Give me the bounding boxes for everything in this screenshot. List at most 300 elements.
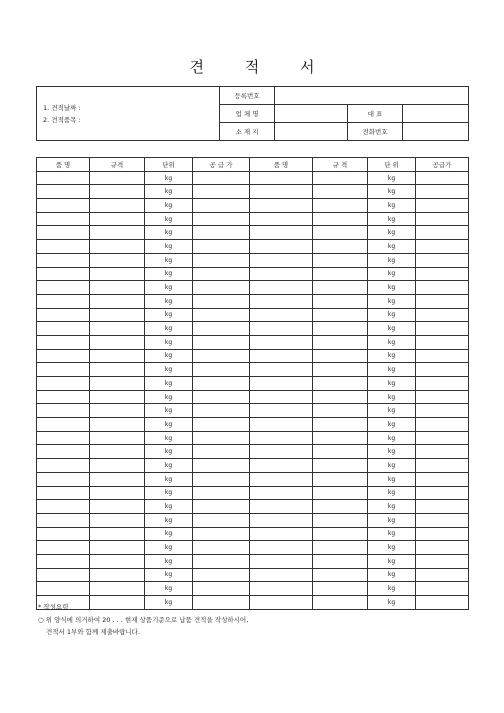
unit-cell: kg xyxy=(145,500,193,514)
entry-cell[interactable] xyxy=(193,281,250,295)
entry-cell[interactable] xyxy=(416,253,469,267)
entry-cell[interactable] xyxy=(416,240,469,254)
entry-cell[interactable] xyxy=(37,390,90,404)
entry-cell[interactable] xyxy=(250,322,313,336)
instructions-line: 견적서 1부와 함께 제출바랍니다. xyxy=(46,628,141,636)
entry-cell[interactable] xyxy=(313,445,368,459)
entry-cell[interactable] xyxy=(193,185,250,199)
entry-cell[interactable] xyxy=(416,486,469,500)
entry-cell[interactable] xyxy=(313,486,368,500)
entry-cell[interactable] xyxy=(90,472,145,486)
entry-cell[interactable] xyxy=(193,527,250,541)
unit-cell: kg xyxy=(145,226,193,240)
unit-cell: kg xyxy=(368,185,416,199)
entry-cell[interactable] xyxy=(313,185,368,199)
entry-cell[interactable] xyxy=(37,431,90,445)
unit-cell: kg xyxy=(368,431,416,445)
unit-cell: kg xyxy=(368,541,416,555)
table-row xyxy=(37,582,469,596)
unit-cell: kg xyxy=(145,185,193,199)
entry-cell[interactable] xyxy=(250,472,313,486)
entry-cell[interactable] xyxy=(37,513,90,527)
instructions xyxy=(38,601,248,639)
unit-cell: kg xyxy=(145,199,193,213)
supplier-info-table xyxy=(36,86,469,141)
entry-cell[interactable] xyxy=(313,377,368,391)
entry-cell[interactable] xyxy=(250,267,313,281)
entry-cell[interactable] xyxy=(193,513,250,527)
entry-cell[interactable] xyxy=(250,281,313,295)
entry-cell[interactable] xyxy=(37,486,90,500)
table-row xyxy=(37,445,469,459)
unit-cell: kg xyxy=(145,527,193,541)
entry-cell[interactable] xyxy=(193,335,250,349)
address-field[interactable] xyxy=(275,123,348,141)
entry-cell[interactable] xyxy=(313,322,368,336)
quote-date-label: 1. 견적날짜 : xyxy=(43,103,81,112)
unit-cell: kg xyxy=(368,171,416,185)
entry-cell[interactable] xyxy=(250,582,313,596)
column-header: 단위 xyxy=(145,158,193,172)
phone-field[interactable] xyxy=(403,123,469,141)
unit-cell: kg xyxy=(368,377,416,391)
unit-cell: kg xyxy=(145,513,193,527)
entry-cell[interactable] xyxy=(250,554,313,568)
entry-cell[interactable] xyxy=(37,554,90,568)
entry-cell[interactable] xyxy=(37,568,90,582)
table-row xyxy=(37,185,469,199)
unit-cell: kg xyxy=(145,431,193,445)
unit-cell: kg xyxy=(368,294,416,308)
unit-cell: kg xyxy=(145,377,193,391)
table-row xyxy=(37,212,469,226)
entry-cell[interactable] xyxy=(250,513,313,527)
entry-cell[interactable] xyxy=(90,500,145,514)
unit-cell: kg xyxy=(145,445,193,459)
entry-cell[interactable] xyxy=(193,404,250,418)
entry-cell[interactable] xyxy=(416,390,469,404)
entry-cell[interactable] xyxy=(37,253,90,267)
entry-cell[interactable] xyxy=(37,185,90,199)
entry-cell[interactable] xyxy=(416,377,469,391)
unit-cell: kg xyxy=(145,294,193,308)
entry-cell[interactable] xyxy=(250,404,313,418)
unit-cell: kg xyxy=(368,554,416,568)
unit-cell: kg xyxy=(145,349,193,363)
unit-cell: kg xyxy=(368,527,416,541)
column-header: 단 위 xyxy=(368,158,416,172)
unit-cell: kg xyxy=(368,253,416,267)
unit-cell: kg xyxy=(145,418,193,432)
entry-cell[interactable] xyxy=(193,199,250,213)
quote-items-table xyxy=(36,157,469,610)
table-row xyxy=(37,199,469,213)
entry-cell[interactable] xyxy=(193,212,250,226)
entry-cell[interactable] xyxy=(90,541,145,555)
entry-cell[interactable] xyxy=(193,363,250,377)
entry-cell[interactable] xyxy=(416,199,469,213)
entry-cell[interactable] xyxy=(313,226,368,240)
unit-cell: kg xyxy=(368,335,416,349)
entry-cell[interactable] xyxy=(90,185,145,199)
unit-cell: kg xyxy=(145,281,193,295)
table-row xyxy=(37,240,469,254)
entry-cell[interactable] xyxy=(313,281,368,295)
entry-cell[interactable] xyxy=(193,541,250,555)
company-name-label: 업 체 명 xyxy=(220,105,275,123)
entry-cell[interactable] xyxy=(37,335,90,349)
table-header-row xyxy=(37,158,469,172)
entry-cell[interactable] xyxy=(250,527,313,541)
unit-cell: kg xyxy=(368,267,416,281)
entry-cell[interactable] xyxy=(313,431,368,445)
entry-cell[interactable] xyxy=(90,253,145,267)
unit-cell: kg xyxy=(145,253,193,267)
entry-cell[interactable] xyxy=(37,377,90,391)
entry-cell[interactable] xyxy=(193,308,250,322)
entry-cell[interactable] xyxy=(416,171,469,185)
entry-cell[interactable] xyxy=(416,568,469,582)
entry-cell[interactable] xyxy=(90,240,145,254)
table-row xyxy=(37,527,469,541)
entry-cell[interactable] xyxy=(37,349,90,363)
unit-cell: kg xyxy=(145,541,193,555)
phone-label: 전화번호 xyxy=(348,123,403,141)
unit-cell: kg xyxy=(145,596,193,610)
entry-cell[interactable] xyxy=(313,294,368,308)
company-name-field[interactable] xyxy=(275,105,348,123)
unit-cell: kg xyxy=(368,390,416,404)
entry-cell[interactable] xyxy=(313,335,368,349)
entry-cell[interactable] xyxy=(193,253,250,267)
entry-cell[interactable] xyxy=(37,418,90,432)
unit-cell: kg xyxy=(368,240,416,254)
entry-cell[interactable] xyxy=(250,226,313,240)
entry-cell[interactable] xyxy=(250,171,313,185)
column-header: 품 명 xyxy=(37,158,90,172)
entry-cell[interactable] xyxy=(250,377,313,391)
entry-cell[interactable] xyxy=(90,349,145,363)
entry-cell[interactable] xyxy=(416,294,469,308)
entry-cell[interactable] xyxy=(313,513,368,527)
entry-cell[interactable] xyxy=(250,390,313,404)
entry-cell[interactable] xyxy=(37,500,90,514)
entry-cell[interactable] xyxy=(193,171,250,185)
entry-cell[interactable] xyxy=(313,541,368,555)
entry-cell[interactable] xyxy=(90,390,145,404)
entry-cell[interactable] xyxy=(37,281,90,295)
entry-cell[interactable] xyxy=(313,212,368,226)
entry-cell[interactable] xyxy=(90,281,145,295)
entry-cell[interactable] xyxy=(313,472,368,486)
table-row xyxy=(37,418,469,432)
entry-cell[interactable] xyxy=(313,459,368,473)
unit-cell: kg xyxy=(368,459,416,473)
unit-cell: kg xyxy=(145,486,193,500)
entry-cell[interactable] xyxy=(313,404,368,418)
entry-cell[interactable] xyxy=(250,349,313,363)
entry-cell[interactable] xyxy=(37,445,90,459)
entry-cell[interactable] xyxy=(313,171,368,185)
entry-cell[interactable] xyxy=(90,568,145,582)
entry-cell[interactable] xyxy=(250,486,313,500)
entry-cell[interactable] xyxy=(90,513,145,527)
entry-cell[interactable] xyxy=(313,363,368,377)
unit-cell: kg xyxy=(368,486,416,500)
entry-cell[interactable] xyxy=(416,335,469,349)
entry-cell[interactable] xyxy=(313,527,368,541)
entry-cell[interactable] xyxy=(250,199,313,213)
entry-cell[interactable] xyxy=(313,267,368,281)
entry-cell[interactable] xyxy=(193,459,250,473)
representative-label: 대 표 xyxy=(348,105,403,123)
unit-cell: kg xyxy=(368,226,416,240)
unit-cell: kg xyxy=(145,322,193,336)
entry-cell[interactable] xyxy=(313,500,368,514)
entry-cell[interactable] xyxy=(37,240,90,254)
entry-cell[interactable] xyxy=(37,582,90,596)
entry-cell[interactable] xyxy=(90,404,145,418)
unit-cell: kg xyxy=(368,322,416,336)
entry-cell[interactable] xyxy=(250,500,313,514)
entry-cell[interactable] xyxy=(313,582,368,596)
table-row xyxy=(37,171,469,185)
entry-cell[interactable] xyxy=(193,418,250,432)
entry-cell[interactable] xyxy=(250,185,313,199)
unit-cell: kg xyxy=(145,240,193,254)
entry-cell[interactable] xyxy=(313,199,368,213)
instructions-line: ○ 위 양식에 의거하여 20 . . . 현재 상품기준으로 납품 견적을 작성하시어, xyxy=(38,615,249,624)
entry-cell[interactable] xyxy=(416,554,469,568)
unit-cell: kg xyxy=(368,404,416,418)
unit-cell: kg xyxy=(145,568,193,582)
entry-cell[interactable] xyxy=(37,527,90,541)
entry-cell[interactable] xyxy=(193,349,250,363)
entry-cell[interactable] xyxy=(193,322,250,336)
table-row xyxy=(37,390,469,404)
entry-cell[interactable] xyxy=(193,390,250,404)
entry-cell[interactable] xyxy=(37,226,90,240)
table-row xyxy=(37,363,469,377)
address-label: 소 재 지 xyxy=(220,123,275,141)
entry-cell[interactable] xyxy=(250,541,313,555)
quote-items-label: 2. 견적품목 : xyxy=(43,115,81,124)
entry-cell[interactable] xyxy=(416,541,469,555)
entry-cell[interactable] xyxy=(193,267,250,281)
entry-cell[interactable] xyxy=(37,404,90,418)
table-row xyxy=(37,335,469,349)
entry-cell[interactable] xyxy=(37,171,90,185)
entry-cell[interactable] xyxy=(416,308,469,322)
entry-cell[interactable] xyxy=(193,431,250,445)
entry-cell[interactable] xyxy=(416,226,469,240)
entry-cell[interactable] xyxy=(313,568,368,582)
entry-cell[interactable] xyxy=(313,418,368,432)
entry-cell[interactable] xyxy=(250,308,313,322)
entry-cell[interactable] xyxy=(416,445,469,459)
table-row xyxy=(37,253,469,267)
entry-cell[interactable] xyxy=(313,253,368,267)
entry-cell[interactable] xyxy=(90,486,145,500)
entry-cell[interactable] xyxy=(90,335,145,349)
entry-cell[interactable] xyxy=(193,500,250,514)
entry-cell[interactable] xyxy=(193,472,250,486)
registration-number-label: 등록번호 xyxy=(220,87,275,105)
table-row xyxy=(37,541,469,555)
entry-cell[interactable] xyxy=(90,363,145,377)
entry-cell[interactable] xyxy=(37,308,90,322)
entry-cell[interactable] xyxy=(416,431,469,445)
unit-cell: kg xyxy=(368,596,416,610)
entry-cell[interactable] xyxy=(313,308,368,322)
unit-cell: kg xyxy=(145,363,193,377)
entry-cell[interactable] xyxy=(90,418,145,432)
registration-number-field[interactable] xyxy=(275,87,469,105)
quote-info-cell xyxy=(37,87,220,141)
unit-cell: kg xyxy=(368,472,416,486)
entry-cell[interactable] xyxy=(193,377,250,391)
entry-cell[interactable] xyxy=(416,267,469,281)
unit-cell: kg xyxy=(368,513,416,527)
table-row xyxy=(37,226,469,240)
entry-cell[interactable] xyxy=(90,459,145,473)
unit-cell: kg xyxy=(145,335,193,349)
entry-cell[interactable] xyxy=(90,226,145,240)
entry-cell[interactable] xyxy=(416,596,469,610)
unit-cell: kg xyxy=(145,390,193,404)
unit-cell: kg xyxy=(368,568,416,582)
entry-cell[interactable] xyxy=(416,212,469,226)
entry-cell[interactable] xyxy=(90,267,145,281)
entry-cell[interactable] xyxy=(416,472,469,486)
entry-cell[interactable] xyxy=(90,294,145,308)
unit-cell: kg xyxy=(368,199,416,213)
entry-cell[interactable] xyxy=(313,240,368,254)
entry-cell[interactable] xyxy=(250,418,313,432)
entry-cell[interactable] xyxy=(193,445,250,459)
entry-cell[interactable] xyxy=(250,596,313,610)
entry-cell[interactable] xyxy=(193,294,250,308)
entry-cell[interactable] xyxy=(416,322,469,336)
unit-cell: kg xyxy=(368,363,416,377)
table-row xyxy=(37,308,469,322)
column-header: 공급가 xyxy=(416,158,469,172)
items-body xyxy=(37,171,469,609)
entry-cell[interactable] xyxy=(416,513,469,527)
table-row xyxy=(37,294,469,308)
entry-cell[interactable] xyxy=(416,500,469,514)
entry-cell[interactable] xyxy=(37,363,90,377)
table-row xyxy=(37,500,469,514)
table-row xyxy=(37,377,469,391)
unit-cell: kg xyxy=(145,171,193,185)
entry-cell[interactable] xyxy=(37,267,90,281)
unit-cell: kg xyxy=(145,308,193,322)
entry-cell[interactable] xyxy=(416,349,469,363)
entry-cell[interactable] xyxy=(416,281,469,295)
entry-cell[interactable] xyxy=(416,404,469,418)
entry-cell[interactable] xyxy=(37,294,90,308)
unit-cell: kg xyxy=(145,472,193,486)
entry-cell[interactable] xyxy=(37,472,90,486)
table-row xyxy=(37,431,469,445)
unit-cell: kg xyxy=(145,267,193,281)
unit-cell: kg xyxy=(368,212,416,226)
entry-cell[interactable] xyxy=(90,171,145,185)
entry-cell[interactable] xyxy=(90,431,145,445)
document-title: 견 적 서 xyxy=(189,58,333,76)
entry-cell[interactable] xyxy=(90,308,145,322)
entry-cell[interactable] xyxy=(250,445,313,459)
entry-cell[interactable] xyxy=(416,418,469,432)
entry-cell[interactable] xyxy=(250,212,313,226)
table-row xyxy=(37,486,469,500)
entry-cell[interactable] xyxy=(416,363,469,377)
entry-cell[interactable] xyxy=(250,568,313,582)
entry-cell[interactable] xyxy=(313,554,368,568)
entry-cell[interactable] xyxy=(250,363,313,377)
entry-cell[interactable] xyxy=(416,582,469,596)
unit-cell: kg xyxy=(145,404,193,418)
entry-cell[interactable] xyxy=(250,431,313,445)
entry-cell[interactable] xyxy=(193,554,250,568)
entry-cell[interactable] xyxy=(90,582,145,596)
unit-cell: kg xyxy=(145,582,193,596)
entry-cell[interactable] xyxy=(193,226,250,240)
entry-cell[interactable] xyxy=(313,390,368,404)
entry-cell[interactable] xyxy=(250,253,313,267)
table-row xyxy=(37,459,469,473)
entry-cell[interactable] xyxy=(90,322,145,336)
table-row xyxy=(37,554,469,568)
unit-cell: kg xyxy=(145,212,193,226)
entry-cell[interactable] xyxy=(37,212,90,226)
entry-cell[interactable] xyxy=(90,527,145,541)
table-row xyxy=(37,281,469,295)
entry-cell[interactable] xyxy=(416,185,469,199)
entry-cell[interactable] xyxy=(416,527,469,541)
unit-cell: kg xyxy=(368,308,416,322)
unit-cell: kg xyxy=(368,418,416,432)
table-row xyxy=(37,568,469,582)
entry-cell[interactable] xyxy=(313,349,368,363)
entry-cell[interactable] xyxy=(250,335,313,349)
instructions-heading: * 작성요령 xyxy=(38,603,69,611)
entry-cell[interactable] xyxy=(90,445,145,459)
entry-cell[interactable] xyxy=(37,459,90,473)
representative-field[interactable] xyxy=(403,105,469,123)
entry-cell[interactable] xyxy=(250,459,313,473)
entry-cell[interactable] xyxy=(90,199,145,213)
entry-cell[interactable] xyxy=(193,568,250,582)
entry-cell[interactable] xyxy=(193,582,250,596)
entry-cell[interactable] xyxy=(313,596,368,610)
entry-cell[interactable] xyxy=(37,322,90,336)
unit-cell: kg xyxy=(368,500,416,514)
unit-cell: kg xyxy=(145,459,193,473)
entry-cell[interactable] xyxy=(37,541,90,555)
entry-cell[interactable] xyxy=(90,212,145,226)
column-header: 규 격 xyxy=(313,158,368,172)
entry-cell[interactable] xyxy=(37,199,90,213)
entry-cell[interactable] xyxy=(90,377,145,391)
entry-cell[interactable] xyxy=(416,459,469,473)
entry-cell[interactable] xyxy=(250,240,313,254)
entry-cell[interactable] xyxy=(193,240,250,254)
entry-cell[interactable] xyxy=(90,554,145,568)
entry-cell[interactable] xyxy=(250,294,313,308)
entry-cell[interactable] xyxy=(193,486,250,500)
